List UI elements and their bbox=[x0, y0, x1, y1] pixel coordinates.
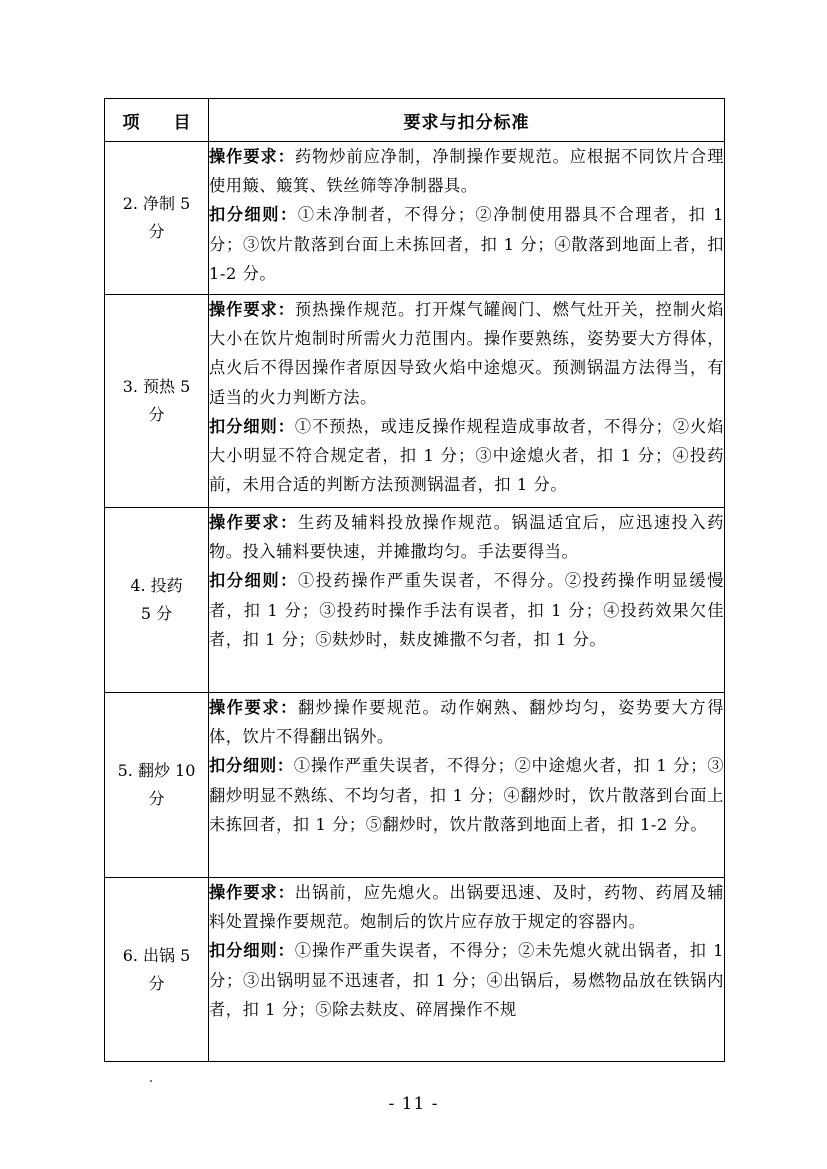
operation-requirement bbox=[209, 693, 724, 751]
deduction-text: ①操作严重失误者，不得分；②中途熄火者，扣 1 分；③翻炒明显不熟练、不均匀者，扣 1 分；④翻炒时，饮片散落到台面上未拣回者，扣 1 分；⑤翻炒时，饮片散落到地面上者，扣 1-2 分。 bbox=[209, 756, 724, 834]
table-row bbox=[105, 878, 725, 1062]
deduction-label: 扣分细则： bbox=[209, 416, 295, 436]
deduction-text: ①投药操作严重失误者，不得分。②投药操作明显缓慢者，扣 1 分；③投药时操作手法有误者，扣 1 分；④投药效果欠佳者，扣 1 分；⑤麸炒时，麸皮摊撒不匀者，扣 1 分。 bbox=[209, 571, 724, 649]
page-number: - 11 - bbox=[388, 1094, 439, 1114]
operation-requirement bbox=[209, 508, 724, 566]
deduction-label: 扣分细则： bbox=[209, 205, 298, 225]
requirement-text: 药物炒前应净制，净制操作要规范。应根据不同饮片合理使用簸、簸箕、铁丝筛等净制器具。 bbox=[209, 147, 725, 196]
requirement-label: 操作要求： bbox=[209, 698, 298, 717]
operation-requirement bbox=[209, 142, 724, 200]
table-row bbox=[105, 142, 725, 295]
requirement-label: 操作要求： bbox=[209, 883, 295, 902]
item-score: 5 分 bbox=[140, 604, 173, 623]
item-score: 分 bbox=[148, 789, 165, 808]
table-row bbox=[105, 693, 725, 878]
item-cell bbox=[105, 508, 209, 693]
deduction-rules bbox=[209, 936, 724, 1024]
deduction-text: ①未净制者，不得分；②净制使用器具不合理者，扣 1 分；③饮片散落到台面上未拣回者，扣 1 分；④散落到地面上者，扣 1-2 分。 bbox=[209, 205, 725, 283]
requirement-text: 出锅前，应先熄火。出锅要迅速、及时，药物、药屑及辅料处置操作要规范。炮制后的饮片应存放于规定的容器内。 bbox=[209, 883, 725, 932]
operation-requirement bbox=[209, 878, 724, 936]
deduction-text: ①不预热，或违反操作规程造成事故者，不得分；②火焰大小明显不符合规定者，扣 1 分；③中途熄火者，扣 1 分；④投药前，未用合适的判断方法预测锅温者，扣 1 分。 bbox=[209, 416, 725, 495]
item-score: 分 bbox=[148, 973, 165, 993]
table-row bbox=[105, 295, 725, 508]
item-cell bbox=[105, 878, 209, 1062]
requirement-label: 操作要求： bbox=[209, 513, 298, 532]
deduction-rules bbox=[209, 200, 724, 288]
item-cell bbox=[105, 142, 209, 295]
deduction-rules bbox=[209, 566, 724, 654]
item-name: 5. 翻炒 10 bbox=[117, 761, 196, 780]
deduction-label: 扣分细则： bbox=[209, 571, 298, 591]
item-name: 3. 预热 5 bbox=[122, 377, 191, 396]
item-name: 4. 投药 bbox=[130, 576, 183, 595]
stray-mark bbox=[150, 1080, 152, 1082]
item-name: 2. 净制 5 bbox=[122, 194, 191, 213]
item-cell bbox=[105, 693, 209, 878]
table-header-row bbox=[105, 99, 725, 142]
scoring-table bbox=[104, 98, 725, 1062]
deduction-rules bbox=[209, 751, 724, 839]
requirement-cell bbox=[209, 878, 725, 1062]
requirement-text: 预热操作规范。打开煤气罐阀门、燃气灶开关，控制火焰大小在饮片炮制时所需火力范围内。操作要熟练，姿势要大方得体，点火后不得因操作者原因导致火焰中途熄灭。预测锅温方法得当，有适当的火力判断方法。 bbox=[209, 300, 725, 407]
deduction-rules bbox=[209, 412, 724, 500]
item-score: 分 bbox=[148, 222, 165, 241]
requirement-cell bbox=[209, 142, 725, 295]
header-requirement: 要求与扣分标准 bbox=[209, 99, 725, 142]
item-score: 分 bbox=[148, 405, 165, 424]
item-name: 6. 出锅 5 bbox=[122, 945, 191, 965]
requirement-label: 操作要求： bbox=[209, 147, 295, 166]
deduction-label: 扣分细则： bbox=[209, 941, 295, 961]
requirement-text: 翻炒操作要规范。动作娴熟、翻炒均匀，姿势要大方得体，饮片不得翻出锅外。 bbox=[209, 698, 724, 747]
requirement-text: 生药及辅料投放操作规范。锅温适宜后，应迅速投入药物。投入辅料要快速，并摊撒均匀。手法要得当。 bbox=[209, 513, 724, 562]
requirement-cell bbox=[209, 508, 725, 693]
table-row bbox=[105, 508, 725, 693]
requirement-cell bbox=[209, 693, 725, 878]
requirement-label: 操作要求： bbox=[209, 300, 295, 319]
operation-requirement bbox=[209, 295, 724, 412]
requirement-cell bbox=[209, 295, 725, 508]
item-cell bbox=[105, 295, 209, 508]
deduction-label: 扣分细则： bbox=[209, 756, 294, 776]
header-item: 项 目 bbox=[105, 99, 209, 142]
deduction-text: ①操作严重失误者，不得分；②未先熄火就出锅者，扣 1 分；③出锅明显不迅速者，扣 1 分；④出锅后，易燃物品放在铁锅内者，扣 1 分；⑤除去麸皮、碎屑操作不规 bbox=[209, 941, 724, 1019]
